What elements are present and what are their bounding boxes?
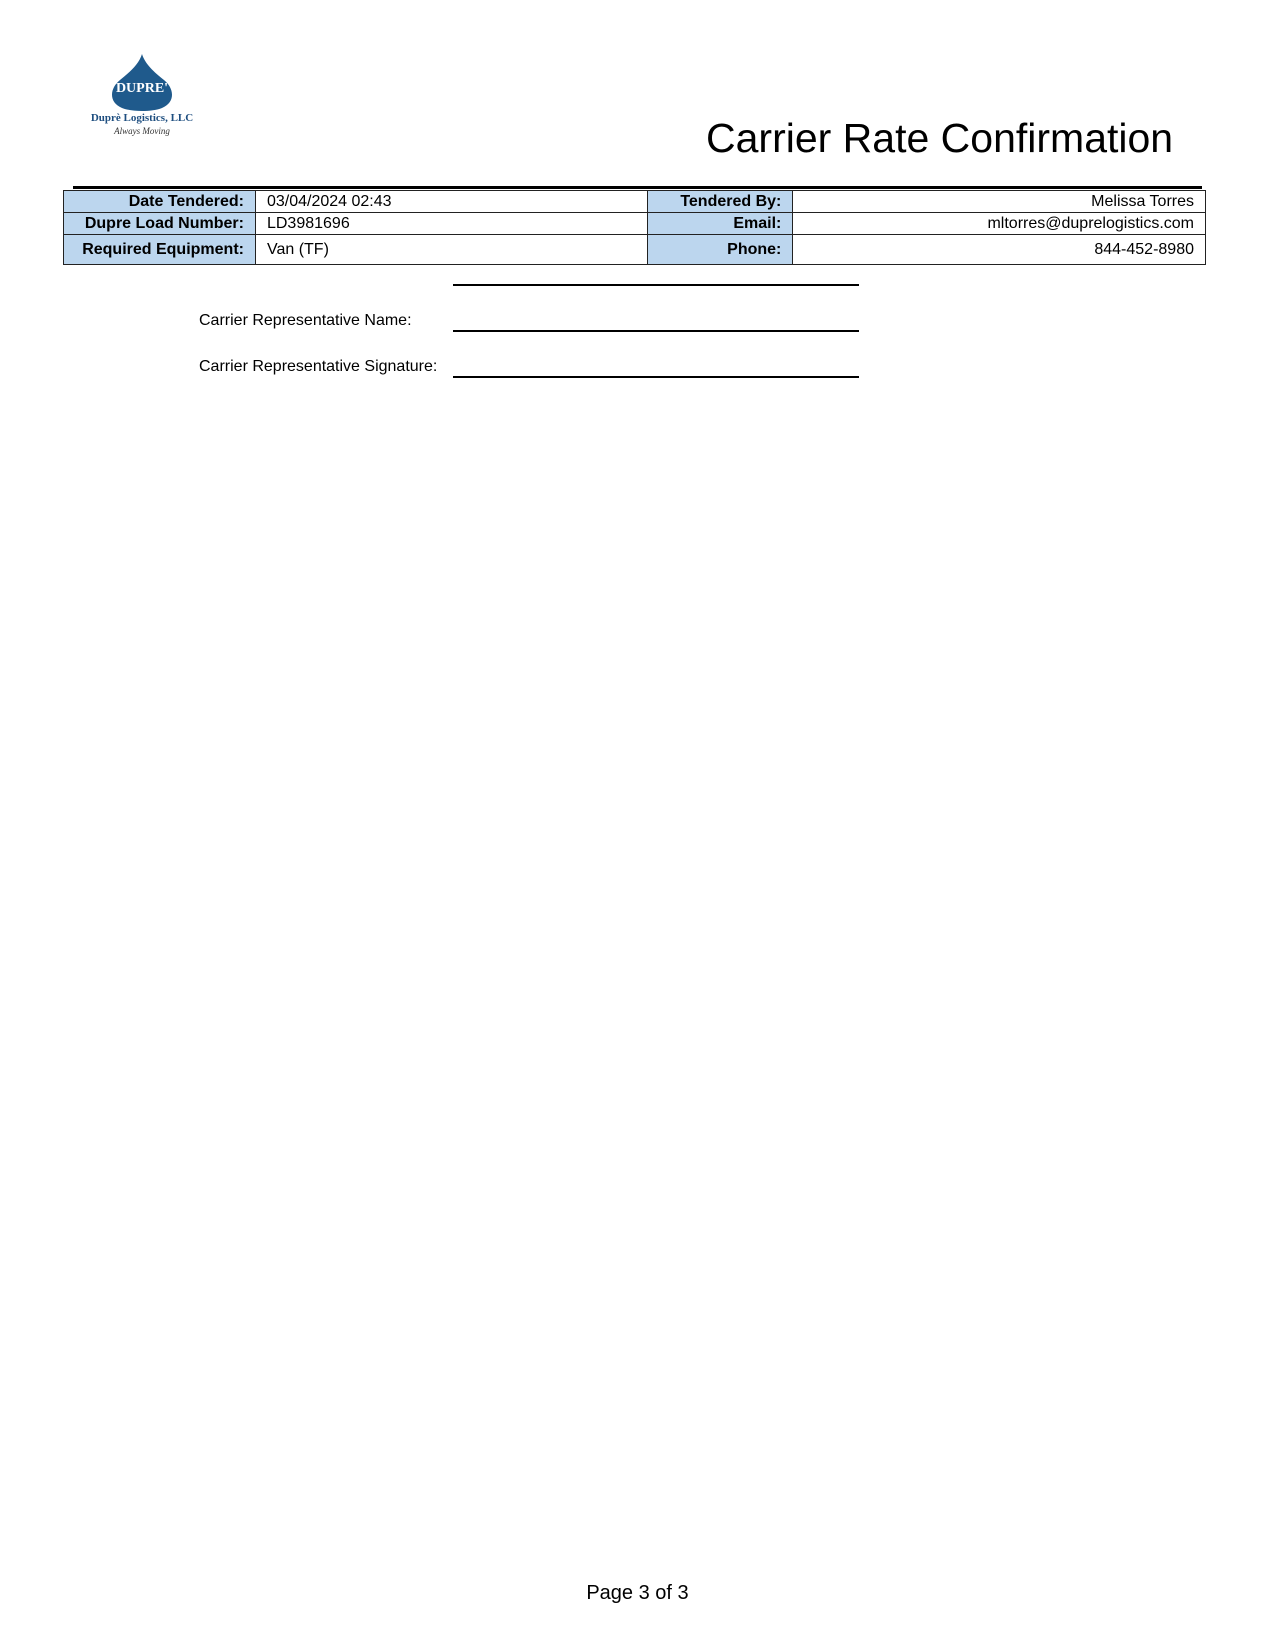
logo-company-name: Duprè Logistics, LLC bbox=[90, 112, 194, 124]
email-value: mltorres@duprelogistics.com bbox=[793, 213, 1206, 235]
logo-tagline: Always Moving bbox=[114, 126, 170, 136]
rep-name-field[interactable] bbox=[453, 330, 859, 332]
table-row bbox=[64, 213, 1206, 235]
blank-line bbox=[453, 284, 859, 286]
rep-signature-label: Carrier Representative Signature: bbox=[199, 358, 438, 375]
phone-label: Phone: bbox=[648, 235, 793, 265]
company-logo bbox=[82, 52, 202, 144]
tendered-by-value: Melissa Torres bbox=[793, 191, 1206, 213]
load-number-label: Dupre Load Number: bbox=[64, 213, 256, 235]
load-number-value: LD3981696 bbox=[255, 213, 647, 235]
phone-value: 844-452-8980 bbox=[793, 235, 1206, 265]
table-row bbox=[64, 191, 1206, 213]
load-info-table bbox=[63, 190, 1206, 265]
rep-signature-field[interactable] bbox=[453, 376, 859, 378]
tendered-by-label: Tendered By: bbox=[648, 191, 793, 213]
required-equipment-label: Required Equipment: bbox=[64, 235, 256, 265]
logo-drop-icon bbox=[82, 52, 202, 112]
date-tendered-label: Date Tendered: bbox=[64, 191, 256, 213]
rep-name-label: Carrier Representative Name: bbox=[199, 312, 412, 329]
title-divider bbox=[73, 186, 1202, 189]
table-row bbox=[64, 235, 1206, 265]
document-title: Carrier Rate Confirmation bbox=[706, 115, 1174, 161]
required-equipment-value: Van (TF) bbox=[255, 235, 647, 265]
page-number: Page 3 of 3 bbox=[586, 1582, 689, 1604]
date-tendered-value: 03/04/2024 02:43 bbox=[255, 191, 647, 213]
email-label: Email: bbox=[648, 213, 793, 235]
logo-brand-text: DUPRE' bbox=[115, 81, 169, 96]
